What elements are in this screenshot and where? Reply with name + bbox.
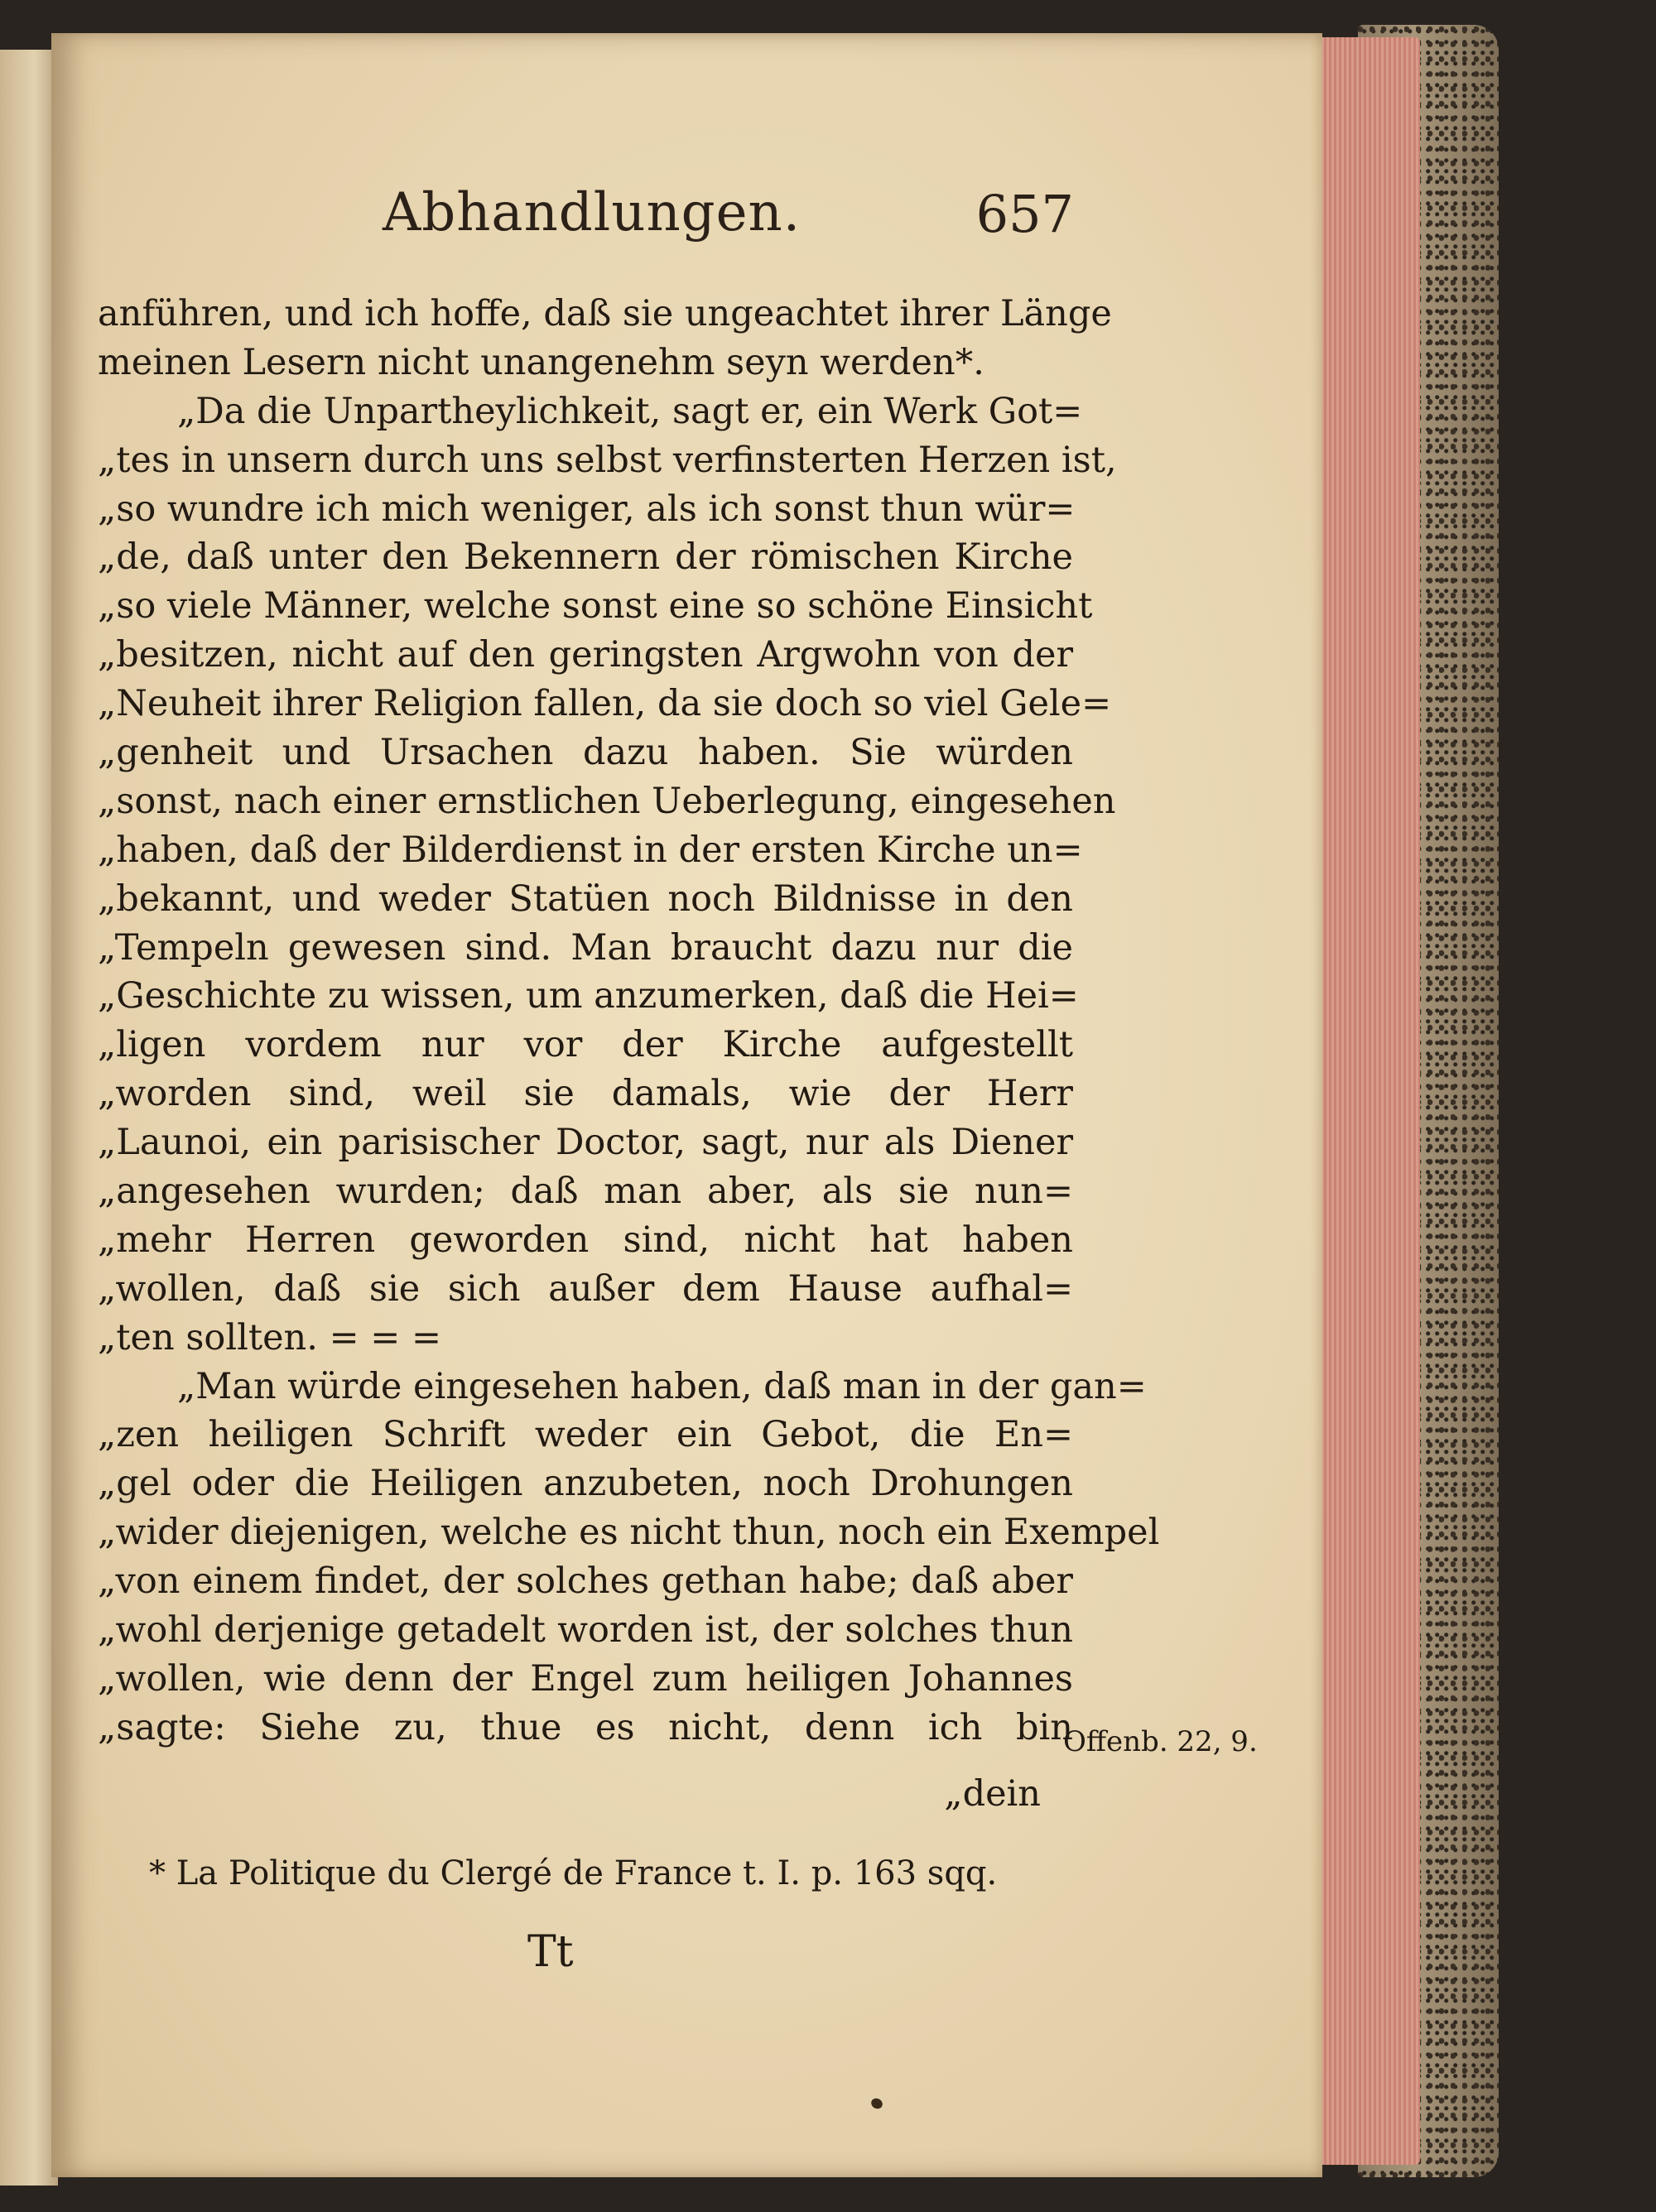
- text-line: „wollen, daß sie sich außer dem Hause aufhal=: [98, 1267, 1073, 1310]
- text-line: „Launoi, ein parisischer Doctor, sagt, nur als Diener: [98, 1122, 1073, 1164]
- left-page-edge: [0, 50, 58, 2186]
- running-head: Abhandlungen.: [383, 182, 802, 243]
- text-line: „wohl derjenige getadelt worden ist, der solches thun: [98, 1609, 1073, 1652]
- text-line: „besitzen, nicht auf den geringsten Argwohn von der: [98, 634, 1073, 676]
- text-line: „bekannt, und weder Statüen noch Bildnisse in den: [98, 878, 1073, 920]
- page-number: 657: [975, 184, 1074, 244]
- text-line: „wider diejenigen, welche es nicht thun, noch ein Exempel: [98, 1512, 1160, 1554]
- book-page: [51, 33, 1322, 2177]
- text-line: „von einem findet, der solches gethan habe; daß aber: [98, 1560, 1073, 1603]
- catchword: „dein: [944, 1773, 1041, 1815]
- text-line: „tes in unsern durch uns selbst verfinsterten Herzen ist,: [98, 439, 1117, 481]
- text-line: „Da die Unpartheylichkeit, sagt er, ein Werk Got=: [177, 390, 1083, 432]
- text-line: „Tempeln gewesen sind. Man braucht dazu nur die: [98, 926, 1073, 969]
- text-line: „sonst, nach einer ernstlichen Ueberlegung, eingesehen: [98, 780, 1116, 822]
- signature-mark: Tt: [527, 1927, 574, 1977]
- text-line: „ten sollten. = = =: [98, 1316, 442, 1358]
- text-line: „de, daß unter den Bekennern der römischen Kirche: [98, 536, 1073, 579]
- margin-note: Offenb. 22, 9.: [1063, 1725, 1258, 1758]
- text-line: „haben, daß der Bilderdienst in der ersten Kirche un=: [98, 829, 1083, 871]
- text-line: „so viele Männer, welche sonst eine so schöne Einsicht: [98, 585, 1093, 628]
- text-line: „angesehen wurden; daß man aber, als sie nun=: [98, 1171, 1073, 1213]
- text-line: „worden sind, weil sie damals, wie der Herr: [98, 1073, 1073, 1115]
- text-line: „mehr Herren geworden sind, nicht hat haben: [98, 1219, 1073, 1261]
- text-line: „Geschichte zu wissen, um anzumerken, daß die Hei=: [98, 975, 1079, 1017]
- text-line: „gel oder die Heiligen anzubeten, noch Drohungen: [98, 1463, 1073, 1505]
- body-text: [98, 290, 1160, 1753]
- footnote: * La Politique du Clergé de France t. I. p. 163 sqq.: [149, 1854, 998, 1892]
- text-line: „Neuheit ihrer Religion fallen, da sie doch so viel Gele=: [98, 683, 1112, 725]
- text-line: „Man würde eingesehen haben, daß man in der gan=: [177, 1365, 1147, 1407]
- text-line: meinen Lesern nicht unangenehm seyn werden*.: [98, 341, 984, 383]
- text-line: „sagte: Siehe zu, thue es nicht, denn ich bin: [98, 1706, 1073, 1748]
- ink-speck: [869, 2096, 884, 2110]
- text-line: anführen, und ich hoffe, daß sie ungeachtet ihrer Länge: [98, 293, 1112, 334]
- text-line: „genheit und Ursachen dazu haben. Sie würden: [98, 732, 1073, 774]
- page-header: [51, 182, 1322, 248]
- text-line: „so wundre ich mich weniger, als ich sonst thun wür=: [98, 488, 1076, 530]
- text-line: „wollen, wie denn der Engel zum heiligen Johannes: [98, 1657, 1073, 1700]
- text-line: „zen heiligen Schrift weder ein Gebot, die En=: [98, 1414, 1073, 1456]
- text-line: „ligen vordem nur vor der Kirche aufgestellt: [98, 1024, 1073, 1066]
